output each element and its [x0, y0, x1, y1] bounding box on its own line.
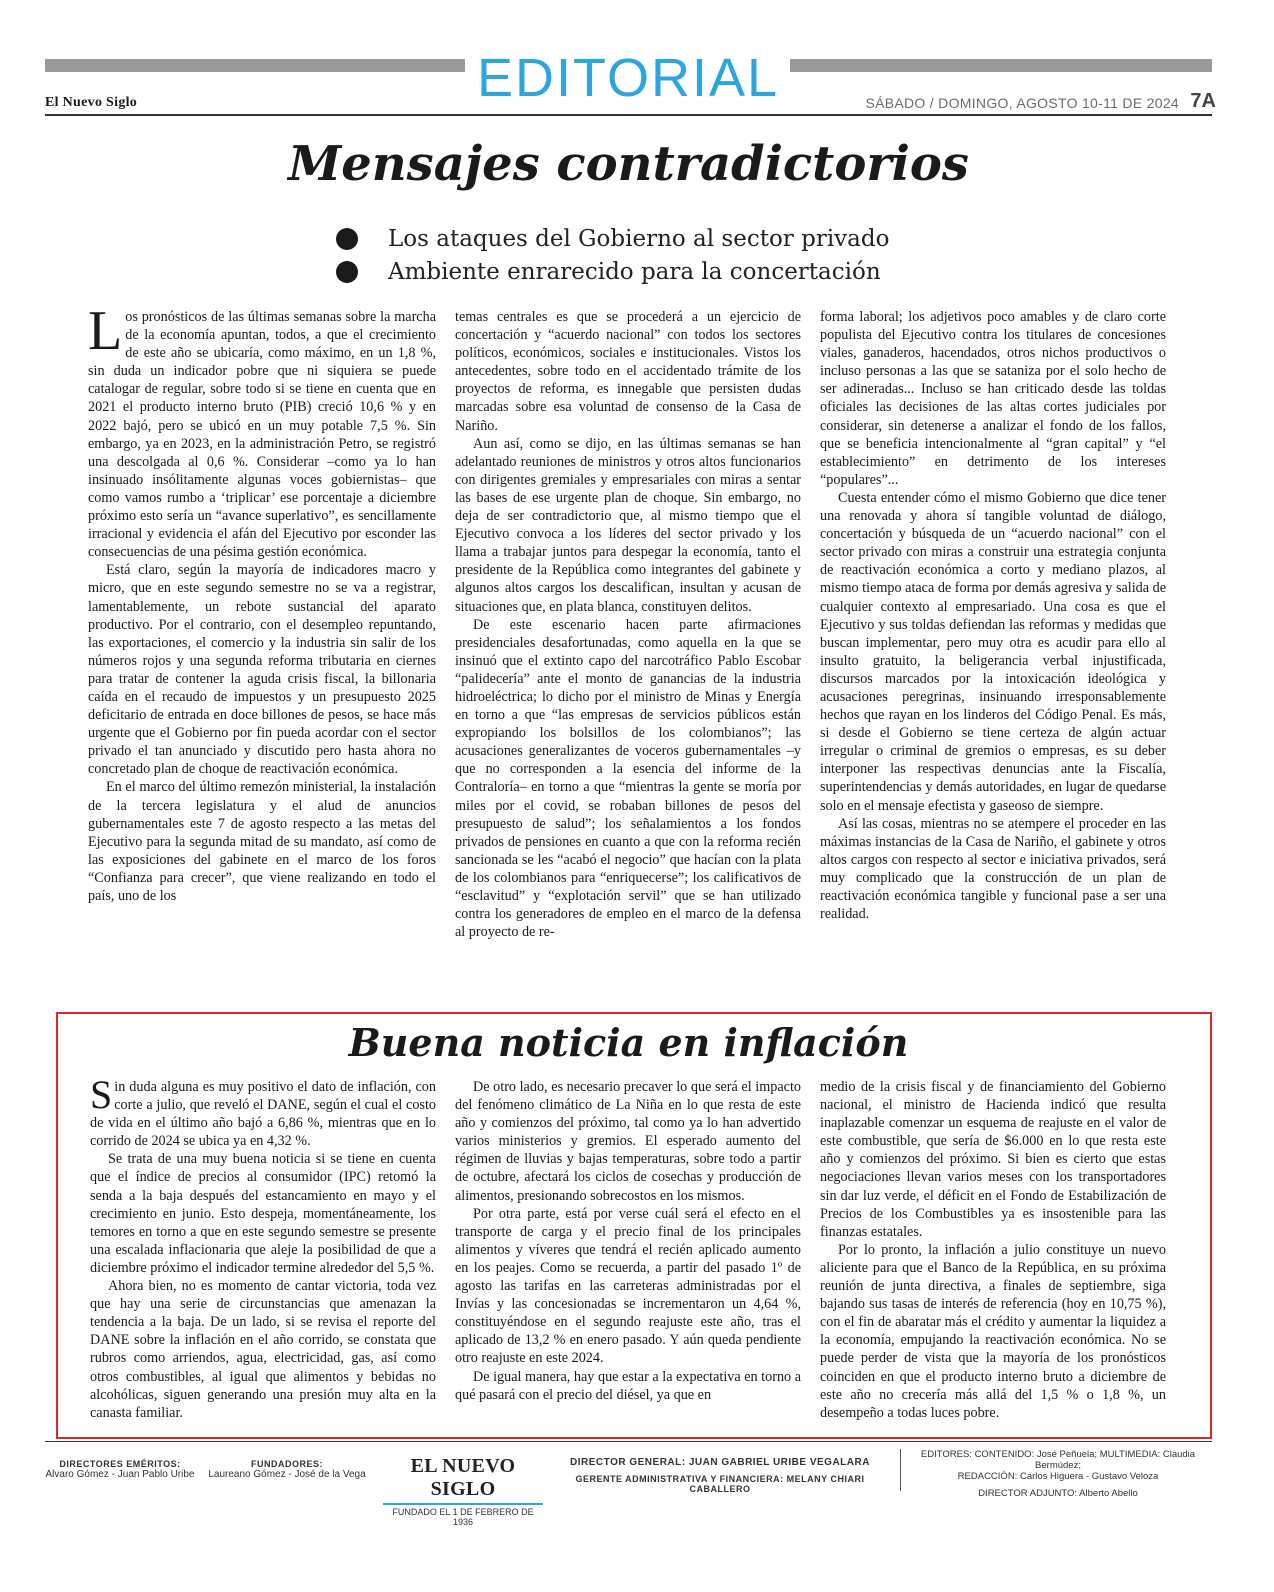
- summary-text: Los ataques del Gobierno al sector privado: [388, 225, 890, 252]
- paragraph-text: os pronósticos de las últimas semanas sobre la marcha de la economía apuntan, todos, a que el crecimiento de este año se ubicaría, como máximo, en un 1,8 %, sin duda un indicador pobre que ni siquiera se puede catalogar de regular, sobre todo si se tiene en cuenta que en 2021 el producto interno bruto (PIB) creció 10,6 % y en 2022 bajó, pero se ubicó en un muy potable 7,5 %. Sin embargo, ya en 2023, en la administración Petro, se registró una descolgada al 0,6 %. Considerar –como ya lo han insinuado insólitamente algunas voces gobiernistas– que como vamos rumbo a ‘triplicar’ ese porcentaje a diciembre próximo esto sería un “avance superlativo”, es sencillamente irracional y evidencia el afán del Ejecutivo por esconder las consecuencias de una pésima gestión económica.: [88, 309, 436, 561]
- paragraph: medio de la crisis fiscal y de financiamiento del Gobierno nacional, el ministro de Hacienda indicó que resulta inaplazable comenzar un esquema de reajuste en el valor de este combustible, que sería de $6.000 en lo que resta este año y comienzos del próximo. Si bien es cierto que estas negociaciones llevan varios meses con los transportadores sin dar luz verde, el déficit en el Fondo de Estabilización de Precios de los Combustibles ya es insostenible para las finanzas estatales.: [820, 1079, 1166, 1240]
- bullet-icon: [336, 228, 358, 250]
- editorial-1-column-2: [455, 308, 801, 941]
- header-rule: [45, 114, 1212, 116]
- bullet-icon: [336, 261, 358, 283]
- editorial-1-headline: Mensajes contradictorios: [288, 136, 969, 192]
- emeritus-directors: [45, 1459, 195, 1480]
- paragraph: En el marco del último remezón ministerial, la instalación de la tercera legislatura y el alud de anuncios gubernamentales este 7 de agosto respecto a las metas del Ejecutivo para la segunda mitad de su mandato, así como de las exposiciones del gabinete en el marco de los foros “Confianza para crecer”, que viene realizando en todo el país, uno de los: [88, 779, 436, 904]
- founders-label: FUNDADORES:: [251, 1459, 323, 1469]
- paragraph: De otro lado, es necesario precaver lo que será el impacto del fenómeno climático de La Niña en lo que resta de este año y comienzos del próximo, tal como ya lo han advertido varios ministerios y gremios. El esperado aumento del régimen de lluvias y bajas temperaturas, sobre todo a partir de octubre, afectará los ciclos de cosechas y producción de alimentos, presionando sobrecostos en los mismos.: [455, 1079, 801, 1204]
- masthead: El Nuevo Siglo: [45, 95, 138, 110]
- logo-founded: FUNDADO EL 1 DE FEBRERO DE 1936: [392, 1507, 534, 1527]
- footer-divider: [900, 1449, 901, 1491]
- page-number: 7A: [1190, 90, 1216, 112]
- emeritus-directors-names: Alvaro Gómez - Juan Pablo Uribe: [45, 1469, 195, 1480]
- editorial-2-column-3: [820, 1078, 1166, 1422]
- header-bar-left: [45, 59, 465, 72]
- editorial-1-column-1: [88, 300, 436, 905]
- paragraph: De este escenario hacen parte afirmaciones presidenciales desafortunadas, como aquella en la que se insinuó que el extinto capo del narcotráfico Pablo Escobar “palidecería” ante el monto de ganancias de la industria hidroeléctrica; lo dicho por el ministro de Minas y Energía en torno a que “las empresas de servicios públicos están expropiando los bolsillos de los colombianos”; las acusaciones generalizantes de voceros gubernamentales –y que no corresponden a la esencia del informe de la Contraloría– en torno a que “mientras la gente se moría por miles por el covid, se robaban billones de pesos del presupuesto de salud”; los señalamientos a los fondos privados de pensiones en cuanto a que con la reforma recién sancionada se les “acabó el negocio” que hacían con la plata de los colombianos para “enriquecerse”; los calificativos de “esclavitud” y “explotación servil” que se han utilizado contra los generadores de empleo en el marco de la defensa al proyecto de re-: [455, 616, 801, 941]
- editorial-2-column-2: [455, 1078, 801, 1404]
- editorial-1-summary: [336, 222, 889, 288]
- paragraph: Ahora bien, no es momento de cantar victoria, toda vez que hay una serie de circunstancias que amenazan la tendencia a la baja. De un lado, si se revisa el reporte del DANE sobre la inflación en el año corrido, se constata que rubros como arriendos, agua, electricidad, gas, así como otros combustibles, al igual que alimentos y bebidas no alcohólicas, siguen generando una presión muy alta en la canasta familiar.: [90, 1278, 436, 1421]
- founders-names: Laureano Gómez - José de la Vega: [208, 1469, 366, 1480]
- summary-item: [336, 222, 889, 255]
- header-bar-right: [790, 59, 1212, 72]
- management: [545, 1457, 895, 1494]
- paragraph: forma laboral; los adjetivos poco amables y de claro corte populista del Ejecutivo contra los titulares de concesiones viales, ganaderos, hacendados, otros nichos productivos o incluso personas a las que se sataniza por el solo hecho de ser adineradas... Incluso se han criticado desde las toldas oficiales las decisiones de las altas cortes judiciales por considerar, sin detenerse a analizar el fondo de los fallos, que se beneficia intencionalmente al “gran capital” y “el establecimiento” en detrimento de los intereses “populares”...: [820, 309, 1166, 488]
- drop-cap: L: [88, 300, 123, 362]
- section-title: EDITORIAL: [476, 48, 780, 108]
- drop-cap: S: [90, 1072, 113, 1117]
- administrative-manager: GERENTE ADMINISTRATIVA Y FINANCIERA: MELANY CHIARI CABALLERO: [575, 1474, 865, 1494]
- editors-line-2: REDACCIÓN: Carlos Higuera - Gustavo Veloza: [957, 1471, 1159, 1482]
- paragraph: Así las cosas, mientras no se atempere el proceder en las máximas instancias de la Casa de Nariño, el gabinete y otros altos cargos con respecto al sector e iniciativa privados, será muy complicado que la construcción de un plan de reactivación económica tangible y funcional pase a ser una realidad.: [820, 815, 1166, 923]
- founders: [207, 1459, 367, 1480]
- editors: [903, 1449, 1213, 1499]
- issue-date: SÁBADO / DOMINGO, AGOSTO 10-11 DE 2024: [865, 95, 1179, 111]
- paragraph: Por otra parte, está por verse cuál será el efecto en el transporte de carga y el precio final de los principales alimentos y víveres que tendrá el recién aplicado aumento en los peajes. Como se recuerda, a partir del pasado 1º de agosto las tarifas en las carreteras administradas por el Invías y las concesionadas se incrementaron un 4,64 %, constituyéndose en el segundo reajuste este año, tras el aplicado de 13,2 % en enero pasado. Y aún queda pendiente otro reajuste en este 2024.: [455, 1205, 801, 1367]
- emeritus-directors-label: DIRECTORES EMÉRITOS:: [59, 1459, 181, 1469]
- paragraph: De igual manera, hay que estar a la expectativa en torno a qué pasará con el precio del diésel, ya que en: [455, 1368, 801, 1403]
- editorial-1-column-3: [820, 308, 1166, 923]
- logo-divider: [383, 1503, 543, 1505]
- newspaper-logo: [383, 1455, 543, 1527]
- paragraph: Cuesta entender cómo el mismo Gobierno que dice tener una renovada y ahora sí tangible voluntad de diálogo, concertación y búsqueda de un “acuerdo nacional” con el sector privado con miras a construir una estrategia conjunta de reactivación económica a corto y mediano plazos, al mismo tiempo ataca de forma por demás agresiva y salida de cualquier contexto al empresariado. Una cosa es que el Ejecutivo y sus toldas defiendan las reformas y medidas que buscan implementar, pero muy otra es acudir para ello al insulto gratuito, la beligerancia verbal injustificada, discursos marcados por la intoxicación ideológica y acusaciones peregrinas, insinuando irresponsablemente hechos que rayan en los linderos del Código Penal. Es más, si desde el Gobierno se tiene certeza de algún actuar irregular o criminal de gremios o empresas, es su deber interponer las respectivas denuncias ante la Fiscalía, superintendencias y demás autoridades, en lugar de quedarse solo en el mensaje efectista y gaseoso de siempre.: [820, 489, 1166, 814]
- editorial-2-headline: Buena noticia en inflación: [348, 1020, 909, 1065]
- editorial-2-column-1: [90, 1072, 436, 1422]
- editors-line-1: EDITORES: CONTENIDO: José Peñuela; MULTIMEDIA: Claudia Bermúdez;: [920, 1449, 1196, 1471]
- footer-rule: [45, 1441, 1212, 1442]
- director-general: DIRECTOR GENERAL: JUAN GABRIEL URIBE VEGALARA: [570, 1457, 870, 1468]
- paragraph: Está claro, según la mayoría de indicadores macro y micro, que en este segundo semestre no se va a registrar, lamentablemente, un rebote sustancial del aparato productivo. Por el contrario, con el desempleo repuntando, las exportaciones, el comercio y la industria sin salir de los números rojos y una segunda reforma tributaria en ciernes para tratar de contener la aguda crisis fiscal, la billonaria caída en el recaudo de impuestos y un presupuesto 2025 deficitario de entrada en doce billones de pesos, se hace más urgente que el Gobierno por fin pueda acordar con el sector privado el tan anunciado y discutido pero hasta ahora no concretado plan de choque de reactivación económica.: [88, 562, 436, 778]
- paragraph: Por lo pronto, la inflación a julio constituye un nuevo aliciente para que el Banco de la República, en su próxima reunión de junta directiva, a finales de septiembre, siga bajando sus tasas de interés de referencia (hoy en 10,75 %), con el fin de abaratar más el crédito y aumentar la liquidez a la economía, empujando la reactivación económica. No se puede perder de vista que la mayoría de los pronósticos coinciden en que el producto interno bruto a diciembre de este año no crecería más allá del 1,5 % o 1,8 %, un desempeño a todas luces pobre.: [820, 1241, 1166, 1421]
- paragraph: Se trata de una muy buena noticia si se tiene en cuenta que el índice de precios al consumidor (IPC) retomó la senda a la baja después del estancamiento en mayo y el crecimiento en junio. Esto despeja, momentáneamente, los temores en torno a que en este segundo semestre se presente una escalada inflacionaria que aleje la posibilidad de que a diciembre próximo el indicador termine alrededor del 5,5 %.: [90, 1151, 436, 1276]
- paragraph: Aun así, como se dijo, en las últimas semanas se han adelantado reuniones de ministros y otros altos funcionarios con dirigentes gremiales y empresariales con miras a sentar las bases de ese urgente plan de choque. Sin embargo, no deja de ser contradictorio que, al mismo tiempo que el Ejecutivo convoca a los líderes del sector privado y los llama a trabajar juntos para despegar la economía, tanto el presidente de la República como integrantes del gabinete y algunos altos cargos los descalifican, insultan y acusan de situaciones que, en plata blanca, constituyen delitos.: [455, 435, 801, 615]
- paragraph: [88, 300, 436, 561]
- paragraph-text: in duda alguna es muy positivo el dato de inflación, con corte a julio, que reveló el DANE, según el cual el costo de vida en el último año bajó a 6,86 %, mientras que en lo corrido de 2024 se ubica ya en 4,32 %.: [90, 1079, 436, 1150]
- paragraph: [90, 1072, 436, 1150]
- deputy-director: DIRECTOR ADJUNTO: Alberto Abello: [978, 1488, 1138, 1499]
- logo-name: EL NUEVO SIGLO: [410, 1455, 516, 1500]
- paragraph: temas centrales es que se procederá a un ejercicio de concertación y “acuerdo nacional” con todos los sectores políticos, económicos, sociales e institucionales. Vistos los antecedentes, sobre todo en el accidentado trámite de los proyectos de reforma, es innegable que persisten dudas marcadas sobre esa voluntad de consenso de la Casa de Nariño.: [455, 309, 801, 434]
- credits-footer: [45, 1445, 1212, 1527]
- summary-item: [336, 255, 889, 288]
- summary-text: Ambiente enrarecido para la concertación: [388, 258, 881, 285]
